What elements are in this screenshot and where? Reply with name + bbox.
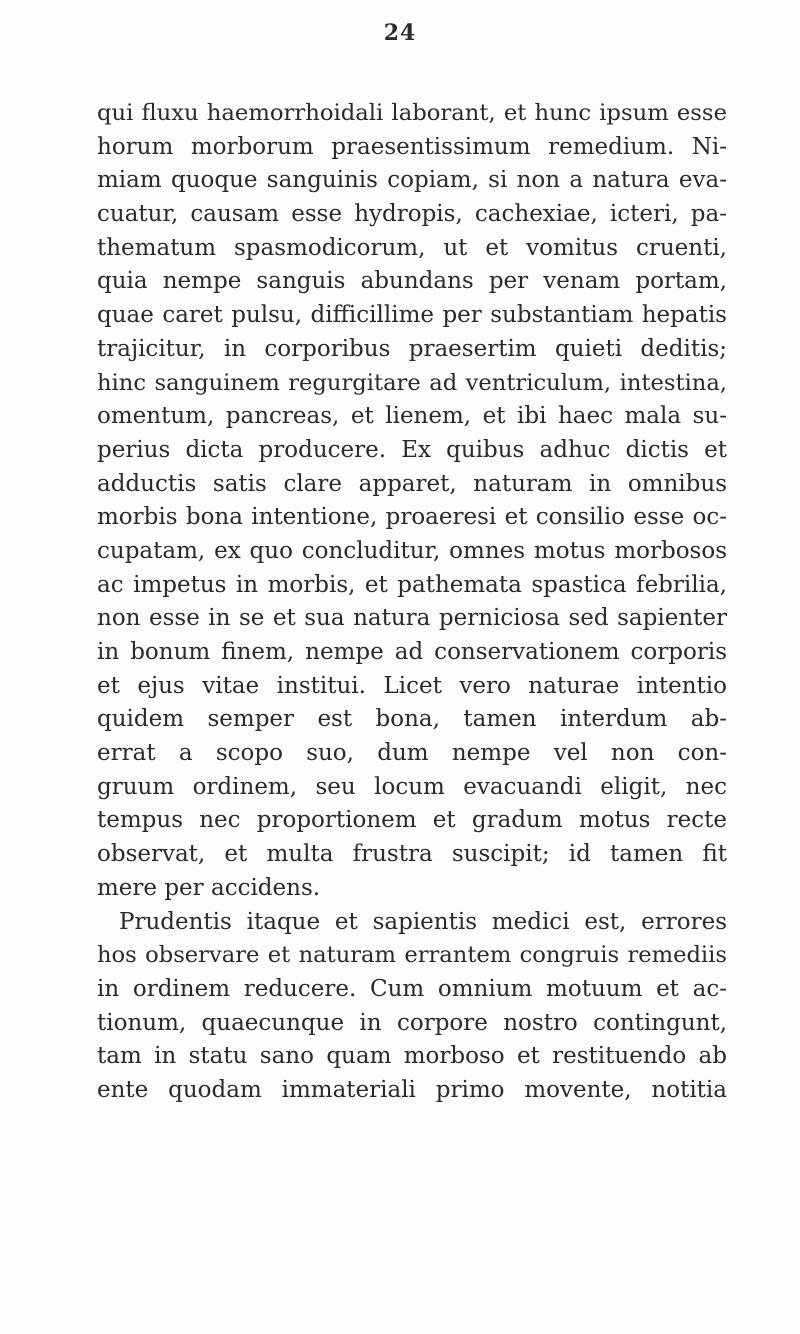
text-line-2: horum morborum praesentissimum remedium. Ni- (97, 133, 727, 160)
text-line-8: trajicitur, in corporibus praesertim quieti deditis; (97, 335, 727, 362)
text-line-25: Prudentis itaque et sapientis medici est, errores (119, 908, 727, 935)
text-line-22: tempus nec proportionem et gradum motus recte (97, 807, 727, 834)
text-line-20: errat a scopo suo, dum nempe vel non con- (97, 740, 727, 767)
text-line-12: adductis satis clare apparet, naturam in omnibus (97, 470, 727, 497)
text-line-3: miam quoque sanguinis copiam, si non a natura eva- (97, 167, 727, 194)
page-number: 24 (383, 20, 417, 46)
text-line-19: quidem semper est bona, tamen interdum ab- (97, 706, 727, 733)
text-line-5: thematum spasmodicorum, ut et vomitus cruenti, (97, 234, 727, 261)
text-line-15: ac impetus in morbis, et pathemata spastica febrilia, (97, 571, 727, 598)
text-line-10: omentum, pancreas, et lienem, et ibi haec mala su- (97, 403, 727, 430)
text-line-7: quae caret pulsu, difficillime per substantiam hepatis (97, 302, 727, 329)
text-line-24: mere per accidens. (97, 874, 321, 901)
text-line-18: et ejus vitae institui. Licet vero naturae intentio (97, 672, 727, 699)
text-line-28: tionum, quaecunque in corpore nostro contingunt, (97, 1009, 727, 1036)
text-line-4: cuatur, causam esse hydropis, cachexiae, icteri, pa- (97, 201, 727, 228)
text-line-26: hos observare et naturam errantem congruis remediis (97, 942, 727, 969)
body-text (97, 97, 727, 1108)
text-line-23: observat, et multa frustra suscipit; id tamen fit (97, 841, 727, 868)
text-line-1: qui fluxu haemorrhoidali laborant, et hunc ipsum esse (97, 100, 727, 126)
text-line-16: non esse in se et sua natura perniciosa sed sapienter (97, 605, 727, 632)
text-line-30: ente quodam immateriali primo movente, notitia (97, 1076, 727, 1103)
text-line-21: gruum ordinem, seu locum evacuandi eligit, nec (97, 773, 727, 800)
text-line-11: perius dicta producere. Ex quibus adhuc dictis et (97, 436, 727, 463)
text-line-29: tam in statu sano quam morboso et restituendo ab (97, 1043, 727, 1070)
text-line-27: in ordinem reducere. Cum omnium motuum et ac- (97, 975, 727, 1002)
text-line-17: in bonum finem, nempe ad conservationem corporis (97, 639, 727, 665)
text-line-9: hinc sanguinem regurgitare ad ventriculum, intestina, (97, 369, 727, 396)
text-line-6: quia nempe sanguis abundans per venam portam, (97, 268, 727, 295)
text-line-13: morbis bona intentione, proaeresi et consilio esse oc- (97, 504, 727, 531)
text-line-14: cupatam, ex quo concluditur, omnes motus morbosos (97, 537, 727, 564)
